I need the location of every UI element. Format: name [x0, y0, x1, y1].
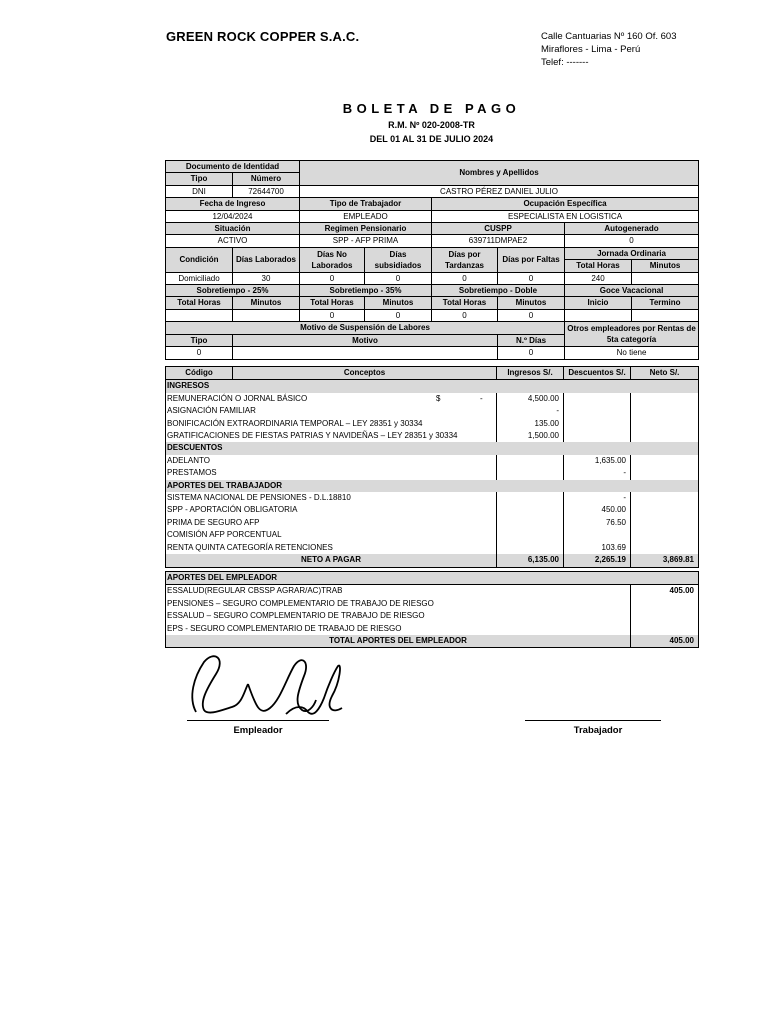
- worker-label: Trabajador: [573, 725, 623, 736]
- ingreso-value: [497, 529, 564, 541]
- dias-no-laborados-value: 0: [300, 272, 365, 284]
- ingreso-value: [497, 542, 564, 554]
- descuento-value: 450.00: [564, 504, 631, 516]
- ingreso-value: 1,500.00: [497, 430, 564, 442]
- ingreso-value: [497, 467, 564, 479]
- aporte-concepto: PENSIONES – SEGURO COMPLEMENTARIO DE TRABAJO DE RIESGO: [166, 598, 631, 610]
- currency-symbol: $: [436, 393, 441, 403]
- st25-minutos-header: Minutos: [233, 297, 300, 309]
- sobretiempo-25-header: Sobretiempo - 25%: [166, 285, 300, 297]
- ingreso-value: -: [497, 405, 564, 417]
- nombres-header: Nombres y Apellidos: [300, 161, 699, 186]
- table-row: [166, 585, 699, 598]
- table-row: [166, 492, 699, 504]
- motivo-suspension-header: Motivo de Suspensión de Labores: [166, 322, 565, 334]
- descuento-value: [564, 393, 631, 405]
- descuento-value: -: [564, 467, 631, 479]
- aportes-empleador-label: APORTES DEL EMPLEADOR: [166, 572, 699, 585]
- condicion-value: Domiciliado: [166, 272, 233, 284]
- condicion-header: Condición: [166, 247, 233, 272]
- resolution-number: R.M. Nº 020-2008-TR: [388, 120, 475, 130]
- fecha-ingreso-value: 12/04/2024: [166, 210, 300, 222]
- ingreso-value: [497, 492, 564, 504]
- address-line-2: Miraflores - Lima - Perú: [541, 44, 641, 55]
- total-aportes-value: 405.00: [631, 635, 699, 648]
- st25-horas-header: Total Horas: [166, 297, 233, 309]
- jornada-horas-value: 240: [565, 272, 632, 284]
- sobretiempo-doble-header: Sobretiempo - Doble: [432, 285, 565, 297]
- otros-empleadores-header: Otros empleadores por Rentas de 5ta categoría: [565, 322, 699, 347]
- total-ingresos: 6,135.00: [497, 554, 564, 567]
- dias-laborados-value: 30: [233, 272, 300, 284]
- table-row: [166, 418, 699, 430]
- stdoble-minutos-header: Minutos: [498, 297, 565, 309]
- vac-inicio-value: [565, 309, 632, 321]
- aporte-monto: 405.00: [631, 585, 699, 598]
- table-row: [166, 467, 699, 479]
- autogenerado-value: 0: [565, 235, 699, 247]
- situacion-value: ACTIVO: [166, 235, 300, 247]
- dias-laborados-header: Días Laborados: [233, 247, 300, 272]
- cuspp-header: CUSPP: [432, 223, 565, 235]
- tipo-trabajador-value: EMPLEADO: [300, 210, 432, 222]
- sobretiempo-35-header: Sobretiempo - 35%: [300, 285, 432, 297]
- worker-name-value: CASTRO PÉREZ DANIEL JULIO: [300, 185, 699, 197]
- table-row: [166, 504, 699, 516]
- concepto-label: ASIGNACIÓN FAMILIAR: [166, 405, 497, 417]
- otros-empleadores-value: No tiene: [565, 347, 699, 359]
- concepto-label: PRIMA DE SEGURO AFP: [166, 517, 497, 529]
- doc-numero-header: Número: [233, 173, 300, 185]
- susp-tipo-value: 0: [166, 347, 233, 359]
- concepto-label: BONIFICACIÓN EXTRAORDINARIA TEMPORAL – LEY 28351 y 30334: [166, 418, 497, 430]
- doc-numero-value: 72644700: [233, 185, 300, 197]
- descuento-value: [564, 529, 631, 541]
- jornada-minutos-value: [632, 272, 699, 284]
- dias-faltas-header: Días por Faltas: [498, 247, 565, 272]
- dias-subsidiados-header: Días subsidiados: [365, 247, 432, 272]
- concepto-label: SISTEMA NACIONAL DE PENSIONES - D.L.18810: [166, 492, 497, 504]
- concepto-label: COMISIÓN AFP PORCENTUAL: [166, 529, 497, 541]
- worker-signature-line: [525, 720, 661, 721]
- susp-motivo-value: [233, 347, 498, 359]
- cuspp-value: 639711DMPAE2: [432, 235, 565, 247]
- st35-horas-value: 0: [300, 309, 365, 321]
- total-descuentos: 2,265.19: [564, 554, 631, 567]
- ingreso-value: [497, 504, 564, 516]
- ingreso-value: [497, 517, 564, 529]
- stdoble-horas-value: 0: [432, 309, 498, 321]
- st25-horas-value: [166, 309, 233, 321]
- doc-tipo-value: DNI: [166, 185, 233, 197]
- descuento-value: [564, 430, 631, 442]
- company-address: [541, 30, 677, 69]
- aporte-monto: [631, 610, 699, 622]
- descuentos-header: Descuentos S/.: [564, 367, 631, 380]
- ingresos-section-label: INGRESOS: [166, 380, 699, 393]
- st35-minutos-value: 0: [365, 309, 432, 321]
- situacion-header: Situación: [166, 223, 300, 235]
- aporte-concepto: EPS - SEGURO COMPLEMENTARIO DE TRABAJO DE RIESGO: [166, 623, 631, 635]
- doc-identity-header: Documento de Identidad: [166, 161, 300, 173]
- aporte-monto: [631, 598, 699, 610]
- goce-vacacional-header: Goce Vacacional: [565, 285, 699, 297]
- vac-inicio-header: Inicio: [565, 297, 632, 309]
- susp-tipo-header: Tipo: [166, 334, 233, 346]
- table-row: [166, 529, 699, 541]
- jornada-horas-header: Total Horas: [565, 260, 632, 272]
- vac-termino-value: [632, 309, 699, 321]
- concepto-label: ADELANTO: [166, 455, 497, 467]
- concepto-label: GRATIFICACIONES DE FIESTAS PATRIAS Y NAVIDEÑAS – LEY 28351 y 30334: [166, 430, 497, 442]
- company-name: GREEN ROCK COPPER S.A.C.: [166, 29, 360, 44]
- employer-signature-image: [186, 652, 346, 722]
- ingreso-value: 135.00: [497, 418, 564, 430]
- jornada-minutos-header: Minutos: [632, 260, 699, 272]
- dias-tardanzas-header: Días por Tardanzas: [432, 247, 498, 272]
- ocupacion-header: Ocupación Específica: [432, 198, 699, 210]
- employer-signature-line: [187, 720, 329, 721]
- autogenerado-header: Autogenerado: [565, 223, 699, 235]
- table-row: [166, 517, 699, 529]
- worker-info-table: [165, 160, 699, 360]
- concepto-label: REMUNERACIÓN O JORNAL BÁSICO: [167, 393, 308, 403]
- aporte-monto: [631, 623, 699, 635]
- regimen-header: Regimen Pensionario: [300, 223, 432, 235]
- table-row: [166, 455, 699, 467]
- ingresos-header: Ingresos S/.: [497, 367, 564, 380]
- address-line-1: Calle Cantuarias Nº 160 Of. 603: [541, 31, 677, 42]
- tipo-trabajador-header: Tipo de Trabajador: [300, 198, 432, 210]
- ingreso-value: [497, 455, 564, 467]
- susp-ndias-header: N.º Días: [498, 334, 565, 346]
- ocupacion-value: ESPECIALISTA EN LOGISTICA: [432, 210, 699, 222]
- susp-ndias-value: 0: [498, 347, 565, 359]
- descuento-value: -: [564, 492, 631, 504]
- pay-period: DEL 01 AL 31 DE JULIO 2024: [369, 134, 494, 144]
- table-row: [166, 598, 699, 610]
- aportes-empleador-table: [165, 571, 699, 648]
- aporte-concepto: ESSALUD(REGULAR CBSSP AGRAR/AC)TRAB: [166, 585, 631, 598]
- conceptos-table: [165, 366, 699, 568]
- table-row: [166, 623, 699, 635]
- descuento-value: [564, 418, 631, 430]
- descuento-value: 1,635.00: [564, 455, 631, 467]
- currency-dash: -: [480, 393, 483, 403]
- st25-minutos-value: [233, 309, 300, 321]
- descuentos-section-label: DESCUENTOS: [166, 442, 699, 454]
- stdoble-minutos-value: 0: [498, 309, 565, 321]
- dias-subsidiados-value: 0: [365, 272, 432, 284]
- conceptos-header: Conceptos: [233, 367, 497, 380]
- table-row: [166, 542, 699, 554]
- susp-motivo-header: Motivo: [233, 334, 498, 346]
- concepto-label: SPP - APORTACIÓN OBLIGATORIA: [166, 504, 497, 516]
- employer-label: Empleador: [233, 725, 283, 736]
- neto-value: 3,869.81: [631, 554, 699, 567]
- codigo-header: Código: [166, 367, 233, 380]
- table-row: [166, 393, 699, 405]
- st35-minutos-header: Minutos: [365, 297, 432, 309]
- table-row: [166, 405, 699, 417]
- total-aportes-row: [166, 635, 699, 648]
- total-aportes-label: TOTAL APORTES DEL EMPLEADOR: [166, 635, 631, 648]
- neto-label: NETO A PAGAR: [166, 554, 497, 567]
- descuento-value: [564, 405, 631, 417]
- doc-tipo-header: Tipo: [166, 173, 233, 185]
- jornada-header: Jornada Ordinaria: [565, 247, 699, 259]
- aportes-trabajador-section-label: APORTES DEL TRABAJADOR: [166, 480, 699, 492]
- vac-termino-header: Termino: [632, 297, 699, 309]
- aporte-concepto: ESSALUD – SEGURO COMPLEMENTARIO DE TRABAJO DE RIESGO: [166, 610, 631, 622]
- ingreso-value: 4,500.00: [497, 393, 564, 405]
- st35-horas-header: Total Horas: [300, 297, 365, 309]
- stdoble-horas-header: Total Horas: [432, 297, 498, 309]
- fecha-ingreso-header: Fecha de Ingreso: [166, 198, 300, 210]
- descuento-value: 103.69: [564, 542, 631, 554]
- dias-faltas-value: 0: [498, 272, 565, 284]
- concepto-label: RENTA QUINTA CATEGORÍA RETENCIONES: [166, 542, 497, 554]
- document-title: BOLETA DE PAGO: [342, 101, 521, 116]
- address-line-3: Telef: -------: [541, 57, 589, 68]
- concepto-label: PRESTAMOS: [166, 467, 497, 479]
- table-row: [166, 430, 699, 442]
- neto-row: [166, 554, 699, 567]
- neto-header: Neto S/.: [631, 367, 699, 380]
- regimen-value: SPP - AFP PRIMA: [300, 235, 432, 247]
- table-row: [166, 610, 699, 622]
- descuento-value: 76.50: [564, 517, 631, 529]
- dias-no-laborados-header: Días No Laborados: [300, 247, 365, 272]
- dias-tardanzas-value: 0: [432, 272, 498, 284]
